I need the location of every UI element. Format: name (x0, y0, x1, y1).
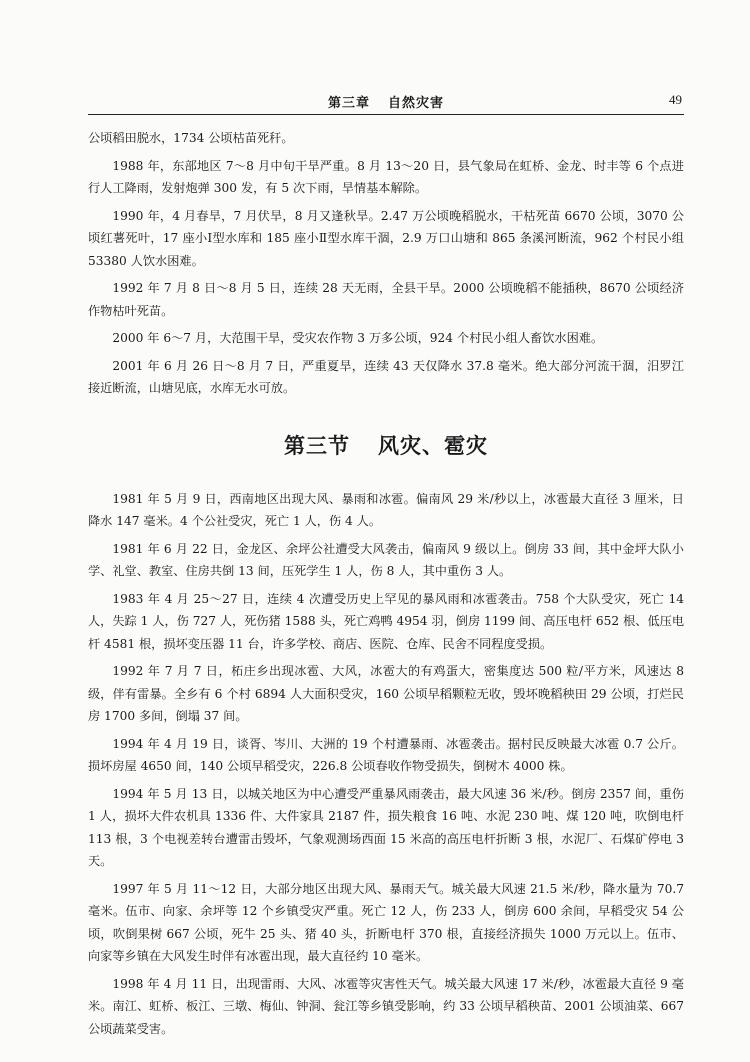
chapter-title: 自然灾害 (388, 96, 445, 111)
paragraph: 1988 年，东部地区 7～8 月中旬干旱严重。8 月 13～20 日，县气象局在虹桥、金龙、时丰等 6 个点进行人工降雨，发射炮弹 300 发，有 5 次下雨，旱情基本解除。 (88, 158, 684, 195)
chapter-heading (88, 92, 684, 111)
paragraph: 1990 年，4 月春旱，7 月伏旱，8 月又逢秋旱。2.47 万公顷晚稻脱水，干枯死苗 6670 公顷，3070 公顷红薯死叶，17 座小Ⅰ型水库和 185 座小Ⅱ型水库干涸，2.9 万口山塘和 865 条溪河断流，962 个村民小组 53380 人饮水困难。 (88, 208, 684, 268)
paragraph: 2001 年 6 月 26 日～8 月 7 日，严重夏旱，连续 43 天仅降水 37.8 毫米。绝大部分河流干涸，汨罗江接近断流，山塘见底，水库无水可放。 (88, 358, 684, 395)
paragraph: 公顷稻田脱水，1734 公顷枯苗死秆。 (88, 131, 294, 145)
page-body (88, 127, 684, 1045)
paragraph: 1994 年 5 月 13 日，以城关地区为中心遭受严重暴风雨袭击，最大风速 36 米/秒。倒房 2357 间，重伤 1 人，损坏大件农机具 1336 件、大件家具 2187 件，损失粮食 16 吨、水泥 230 吨、煤 120 吨，吹倒电杆 113 根，3 个电视差转台遭雷击毁坏，气象观测场西面 15 米高的高压电杆折断 3 根，水泥厂、石煤矿停电 3 天。 (88, 786, 684, 868)
section-heading (88, 430, 684, 460)
paragraph: 1981 年 5 月 9 日，西南地区出现大风、暴雨和冰雹。偏南风 29 米/秒以上，冰雹最大直径 3 厘米，日降水 147 毫米。4 个公社受灾，死亡 1 人，伤 4 人。 (88, 491, 684, 528)
paragraph: 1981 年 6 月 22 日，金龙区、余坪公社遭受大风袭击，偏南风 9 级以上。倒房 33 间，其中金坪大队小学、礼堂、教室、住房共倒 13 间，压死学生 1 人，伤 8 人，其中重伤 3 人。 (88, 541, 684, 578)
paragraph: 1983 年 4 月 25～27 日，连续 4 次遭受历史上罕见的暴风雨和冰雹袭击。758 个大队受灾，死亡 14 人，失踪 1 人，伤 727 人，死伤猪 1588 头，死亡鸡鸭 4954 羽，倒房 1199 间、高压电杆 652 根、低压电杆 4581 根，损坏变压器 11 台，许多学校、商店、医院、仓库、民舍不同程度受损。 (88, 591, 685, 651)
page-number: 49 (669, 92, 682, 107)
running-header (88, 92, 684, 115)
paragraph: 1998 年 4 月 11 日，出现雷雨、大风、冰雹等灾害性天气。城关最大风速 17 米/秒，冰雹最大直径 9 毫米。南江、虹桥、板江、三墩、梅仙、钟洞、瓮江等乡镇受影响，约 33 公顷早稻秧苗、2001 公顷油菜、667 公顷蔬菜受害。 (88, 976, 684, 1036)
paragraph: 2000 年 6～7 月，大范围干旱，受灾农作物 3 万多公顷，924 个村民小组人畜饮水困难。 (112, 331, 604, 345)
chapter-number: 第三章 (327, 96, 370, 111)
paragraph: 1992 年 7 月 8 日～8 月 5 日，连续 28 天无雨，全县干旱。2000 公顷晚稻不能插秧，8670 公顷经济作物枯叶死苗。 (88, 281, 684, 318)
paragraph: 1994 年 4 月 19 日，谈胥、岑川、大洲的 19 个村遭暴雨、冰雹袭击。据村民反映最大冰雹 0.7 公斤。损坏房屋 4650 间，140 公顷早稻受灾，226.8 公顷春收作物受损失，倒树木 4000 株。 (88, 736, 684, 773)
section-title: 风灾、雹灾 (378, 433, 488, 458)
paragraph: 1992 年 7 月 7 日，柘庄乡出现冰雹、大风，冰雹大的有鸡蛋大，密集度达 500 粒/平方米，风速达 8 级，伴有雷暴。全乡有 6 个村 6894 人大面积受灾，160 公顷早稻颗粒无收，毁坏晚稻秧田 29 公顷，打烂民房 1700 多间，倒塌 37 间。 (88, 664, 684, 723)
section-number: 第三节 (284, 433, 350, 458)
paragraph: 1997 年 5 月 11～12 日，大部分地区出现大风、暴雨天气。城关最大风速 21.5 米/秒，降水量为 70.7 毫米。伍市、向家、余坪等 12 个乡镇受灾严重。死亡 12 人，伤 233 人，倒房 600 余间，早稻受灾 54 公顷，吹倒果树 667 公顷，死牛 25 头、猪 40 头，折断电杆 370 根，直接经济损失 1000 万元以上。伍市、向家等乡镇在大风发生时伴有冰雹出现，最大直径约 10 毫米。 (88, 881, 684, 963)
